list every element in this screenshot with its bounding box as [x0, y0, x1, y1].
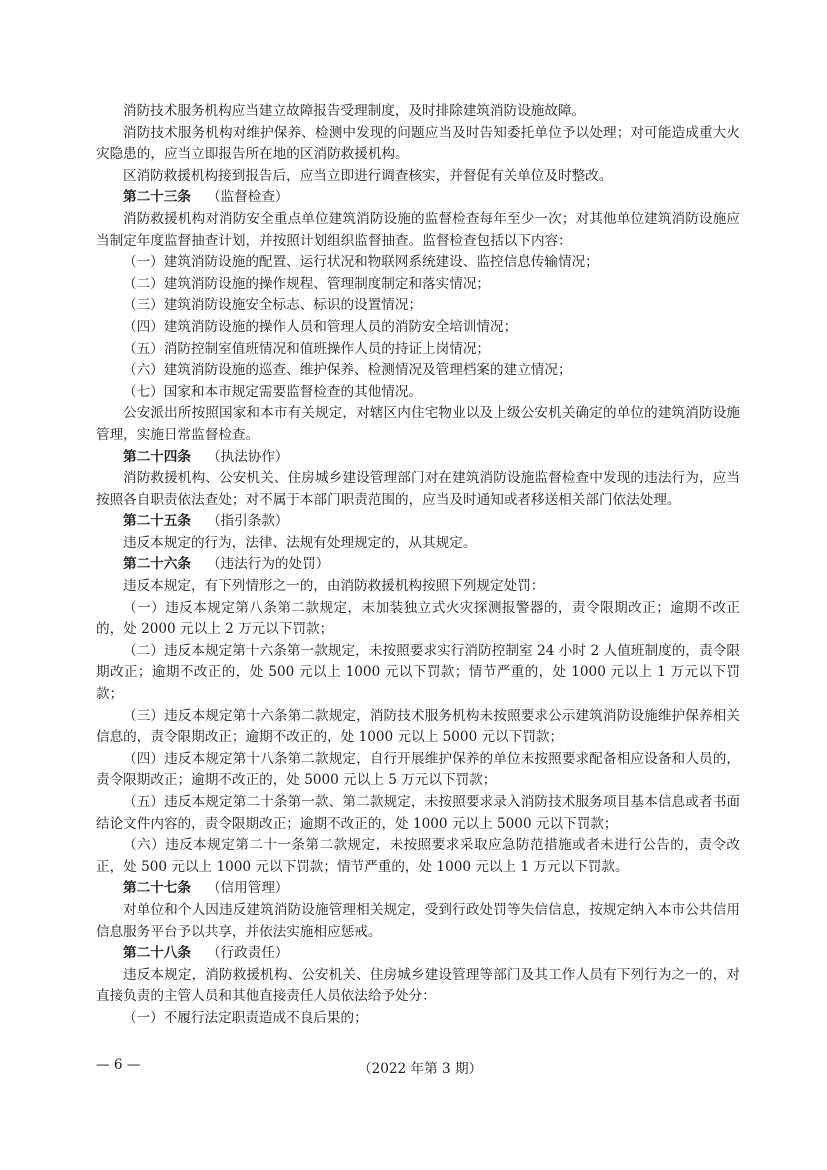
- article-title: （信用管理）: [206, 880, 289, 897]
- paragraph: 违反本规定的行为，法律、法规有处理规定的，从其规定。: [123, 534, 477, 551]
- paragraph: 对单位和个人因违反建筑消防设施管理相关规定，受到行政处罚等失信信息，按规定纳入本市公共信用信息服务平台予以共享，并依法实施相应惩戒。: [96, 901, 740, 940]
- article-title: （违法行为的处罚）: [206, 556, 330, 573]
- article-number: 第二十六条: [123, 556, 191, 573]
- paragraph: 区消防救援机构接到报告后，应当立即进行调查核实，并督促有关单位及时整改。: [123, 167, 613, 184]
- paragraph: 违反本规定，有下列情形之一的，由消防救援机构按照下列规定处罚：: [123, 578, 545, 595]
- paragraph: （六）违反本规定第二十一条第二款规定，未按照要求采取应急防范措施或者未进行公告的，责令改正，处 500 元以上 1000 元以下罚款；情节严重的，处 1000 元以上 1 万元以下罚款。: [96, 837, 740, 875]
- paragraph: （二）违反本规定第十六条第一款规定，未按照要求实行消防控制室 24 小时 2 人值班制度的，责令限期改正；逾期不改正的，处 500 元以上 1000 元以下罚款；情节严重的，处 1000 元以上 1 万元以下罚款；: [96, 642, 740, 703]
- paragraph: （一）建筑消防设施的配置、运行状况和物联网系统建设、监控信息传输情况；: [123, 254, 599, 271]
- paragraph: （五）消防控制室值班情况和值班操作人员的持证上岗情况；: [123, 340, 491, 357]
- paragraph: 公安派出所按照国家和本市有关规定，对辖区内住宅物业以及上级公安机关确定的单位的建筑消防设施管理，实施日常监督检查。: [96, 405, 740, 443]
- article-heading: [96, 554, 740, 576]
- paragraph: 消防技术服务机构应当建立故障报告受理制度，及时排除建筑消防设施故障。: [123, 103, 586, 119]
- article-heading: [96, 511, 740, 533]
- paragraph: （五）违反本规定第二十条第一款、第二款规定，未按照要求录入消防技术服务项目基本信息或者书面结论文件内容的，责令限期改正；逾期不改正的，处 1000 元以上 5000 元以下罚款；: [96, 794, 740, 832]
- article-heading: [96, 943, 740, 965]
- paragraph: （三）建筑消防设施安全标志、标识的设置情况；: [123, 297, 423, 314]
- page-footer: [96, 1057, 516, 1079]
- paragraph: （一）不履行法定职责造成不良后果的；: [123, 1009, 368, 1026]
- paragraph: （一）违反本规定第八条第二款规定，未加装独立式火灾探测报警器的，责令限期改正；逾期不改正的，处 2000 元以上 2 万元以下罚款；: [96, 599, 740, 638]
- article-number: 第二十三条: [123, 189, 191, 206]
- article-number: 第二十四条: [123, 448, 191, 465]
- article-title: （指引条款）: [206, 513, 289, 530]
- paragraph: 消防技术服务机构对维护保养、检测中发现的问题应当及时告知委托单位予以处理；对可能造成重大火灾隐患的，应当立即报告所在地的区消防救援机构。: [96, 124, 740, 163]
- issue-label: （2022 年第 3 期）: [358, 1061, 483, 1077]
- article-number: 第二十五条: [123, 513, 191, 530]
- article-heading: [96, 187, 740, 209]
- paragraph: 消防救援机构对消防安全重点单位建筑消防设施的监督检查每年至少一次；对其他单位建筑消防设施应当制定年度监督抽查计划，并按照计划组织监督抽查。监督检查包括以下内容：: [96, 210, 740, 249]
- article-heading: [96, 447, 740, 469]
- document-body: [96, 101, 740, 1030]
- article-heading: [96, 878, 740, 900]
- paragraph: 消防救援机构、公安机关、住房城乡建设管理部门对在建筑消防设施监督检查中发现的违法行为，应当按照各自职责依法查处；对不属于本部门职责范围的，应当及时通知或者移送相关部门依法处理。: [96, 470, 740, 508]
- page-number: — 6 —: [96, 1057, 141, 1073]
- paragraph: （四）违反本规定第十八条第二款规定，自行开展维护保养的单位未按照要求配备相应设备和人员的，责令限期改正；逾期不改正的，处 5000 元以上 5 万元以下罚款；: [96, 750, 740, 789]
- paragraph: （七）国家和本市规定需要监督检查的其他情况。: [123, 383, 423, 400]
- article-number: 第二十八条: [123, 945, 191, 962]
- paragraph: （六）建筑消防设施的巡查、维护保养、检测情况及管理档案的建立情况；: [123, 362, 572, 379]
- article-number: 第二十七条: [123, 880, 191, 897]
- paragraph: （二）建筑消防设施的操作规程、管理制度制定和落实情况；: [123, 275, 491, 292]
- paragraph: （三）违反本规定第十六条第二款规定，消防技术服务机构未按照要求公示建筑消防设施维护保养相关信息的，责令限期改正；逾期不改正的，处 1000 元以上 5000 元以下罚款；: [96, 707, 740, 746]
- paragraph: （四）建筑消防设施的操作人员和管理人员的消防安全培训情况；: [123, 318, 518, 335]
- article-title: （行政责任）: [206, 945, 289, 962]
- paragraph: 违反本规定，消防救援机构、公安机关、住房城乡建设管理等部门及其工作人员有下列行为之一的，对直接负责的主管人员和其他直接责任人员依法给予处分：: [96, 966, 740, 1005]
- article-title: （监督检查）: [206, 189, 289, 206]
- article-title: （执法协作）: [206, 448, 289, 465]
